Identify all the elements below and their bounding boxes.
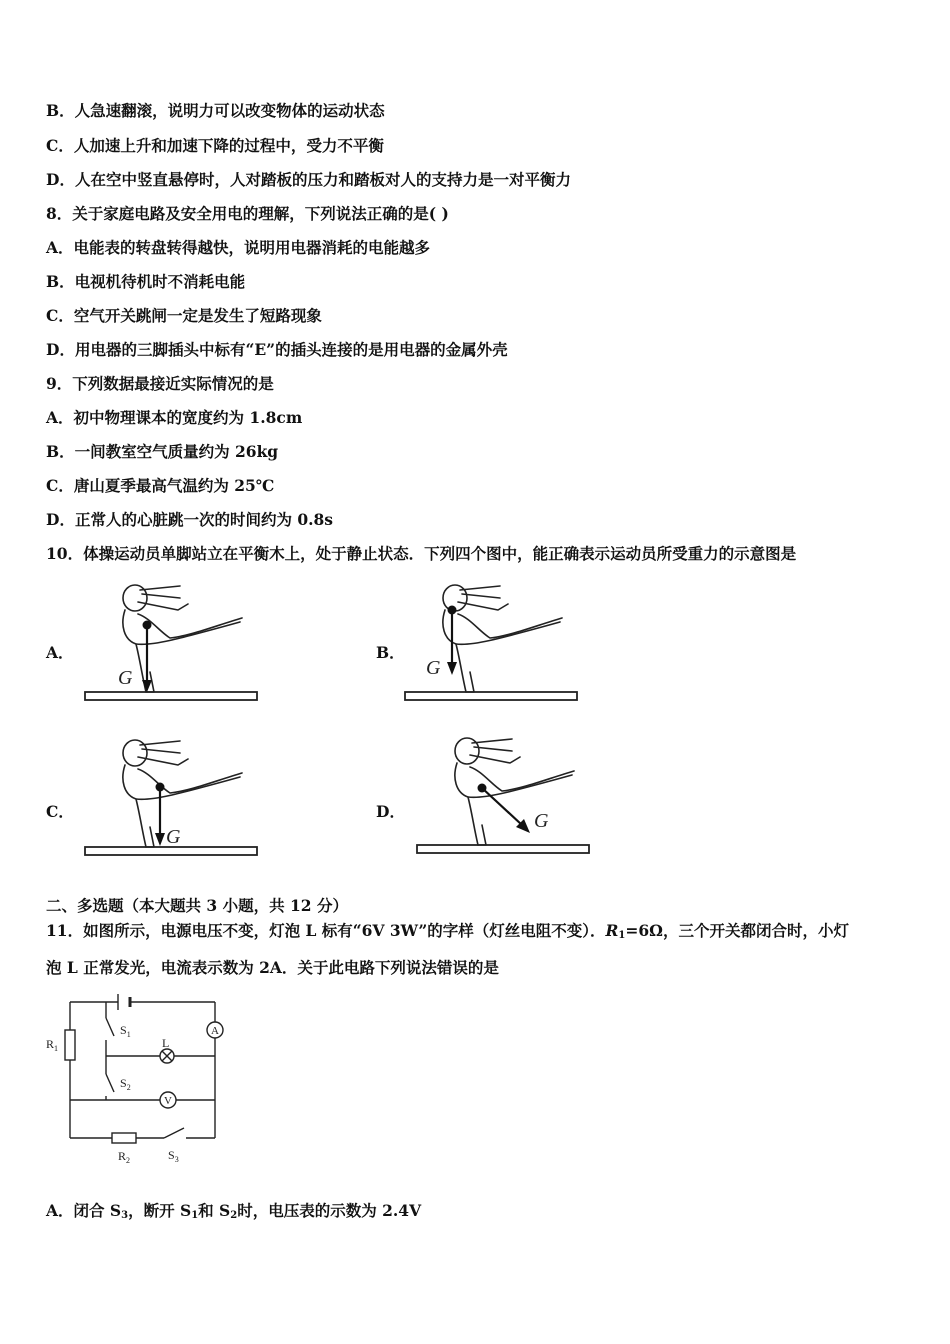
label-r1: $R_1$ [46,1037,59,1053]
label-s1: $S_1$ [120,1023,131,1039]
q11-option-a [46,1201,421,1226]
q8-option-c: C．空气开关跳闸一定是发生了短路现象 [46,306,322,325]
circuit-wires [70,1002,215,1138]
balance-beam [85,692,257,700]
q11-a-sub-s2: 2 [230,1210,238,1221]
q10-label-c: C． [46,802,74,821]
q9-option-c: C．唐山夏季最高气温约为 25℃ [46,476,275,495]
q11-a-text-2: ，断开 S [128,1201,192,1220]
q11-stem-line2: 泡 L 正常发光，电流表示数为 2A．关于此电路下列说法错误的是 [46,958,499,977]
gymnast-figure-b [400,580,580,708]
force-label-g: G [166,826,181,848]
resistor-r2 [112,1133,136,1143]
q11-a-sub-s3: 3 [121,1210,129,1221]
q10-label-a: A． [46,643,74,662]
gymnast-silhouette [455,738,574,845]
r1-subscript: 1 [618,930,626,941]
q8-option-d: D．用电器的三脚插头中标有“E”的插头连接的是用电器的金属外壳 [46,340,508,359]
q8-option-b: B．电视机待机时不消耗电能 [46,272,246,291]
r1-symbol: R [605,921,619,940]
gymnast-silhouette [123,740,242,847]
q7-option-d: D．人在空中竖直悬停时，人对踏板的压力和踏板对人的支持力是一对平衡力 [46,170,571,189]
q8-stem: 8．关于家庭电路及安全用电的理解，下列说法正确的是( ) [46,204,449,223]
q11-a-sub-s1: 1 [191,1210,199,1221]
voltmeter-label: V [164,1095,172,1107]
gymnast-silhouette [123,585,242,692]
force-label-g: G [426,657,441,679]
gravity-arrow-head [155,833,165,846]
label-lamp: L [162,1036,170,1050]
label-s2: $S_2$ [120,1076,131,1092]
q10-stem: 10．体操运动员单脚站立在平衡木上，处于静止状态．下列四个图中，能正确表示运动员所受重力的示意图是 [46,544,797,563]
gymnast-figure-d [412,733,592,861]
r1-value-text: =6Ω，三个开关都闭合时，小灯 [625,921,849,940]
force-label-g: G [118,667,133,689]
q10-label-b: B． [376,643,405,662]
balance-beam [85,847,257,855]
q9-option-a: A．初中物理课本的宽度约为 1.8cm [46,408,303,427]
balance-beam [417,845,589,853]
q9-option-d: D．正常人的心脏跳一次的时间约为 0.8s [46,510,334,529]
gymnast-figure-a [80,580,260,708]
q11-stem-part1: 11．如图所示，电源电压不变，灯泡 L 标有“6V 3W”的字样（灯丝电阻不变）． [46,921,606,940]
resistor-r1 [65,1030,75,1060]
q11-a-text-1: A．闭合 S [46,1201,122,1220]
section-2-title: 二、多选题（本大题共 3 小题，共 12 分） [46,896,348,915]
q8-option-a: A．电能表的转盘转得越快，说明用电器消耗的电能越多 [46,238,431,257]
gymnast-figure-c [80,735,260,863]
force-label-g: G [534,810,549,832]
gravity-arrow-head [447,662,457,675]
ammeter-label: A [211,1025,219,1037]
q9-option-b: B．一间教室空气质量约为 26kg [46,442,279,461]
label-s3: $S_3$ [168,1148,179,1164]
q11-a-text-3: 和 S [198,1201,231,1220]
q7-option-b: B．人急速翻滚，说明力可以改变物体的运动状态 [46,101,385,120]
circuit-diagram [40,990,240,1165]
balance-beam [405,692,577,700]
gravity-arrow-head [142,680,152,692]
gymnast-silhouette [443,585,562,692]
q11-stem-line1 [46,921,849,946]
q10-label-d: D． [376,802,405,821]
q11-a-text-4: 时，电压表的示数为 2.4V [237,1201,422,1220]
label-r2: $R_2$ [118,1149,131,1165]
q9-stem: 9．下列数据最接近实际情况的是 [46,374,274,393]
q7-option-c: C．人加速上升和加速下降的过程中，受力不平衡 [46,136,384,155]
